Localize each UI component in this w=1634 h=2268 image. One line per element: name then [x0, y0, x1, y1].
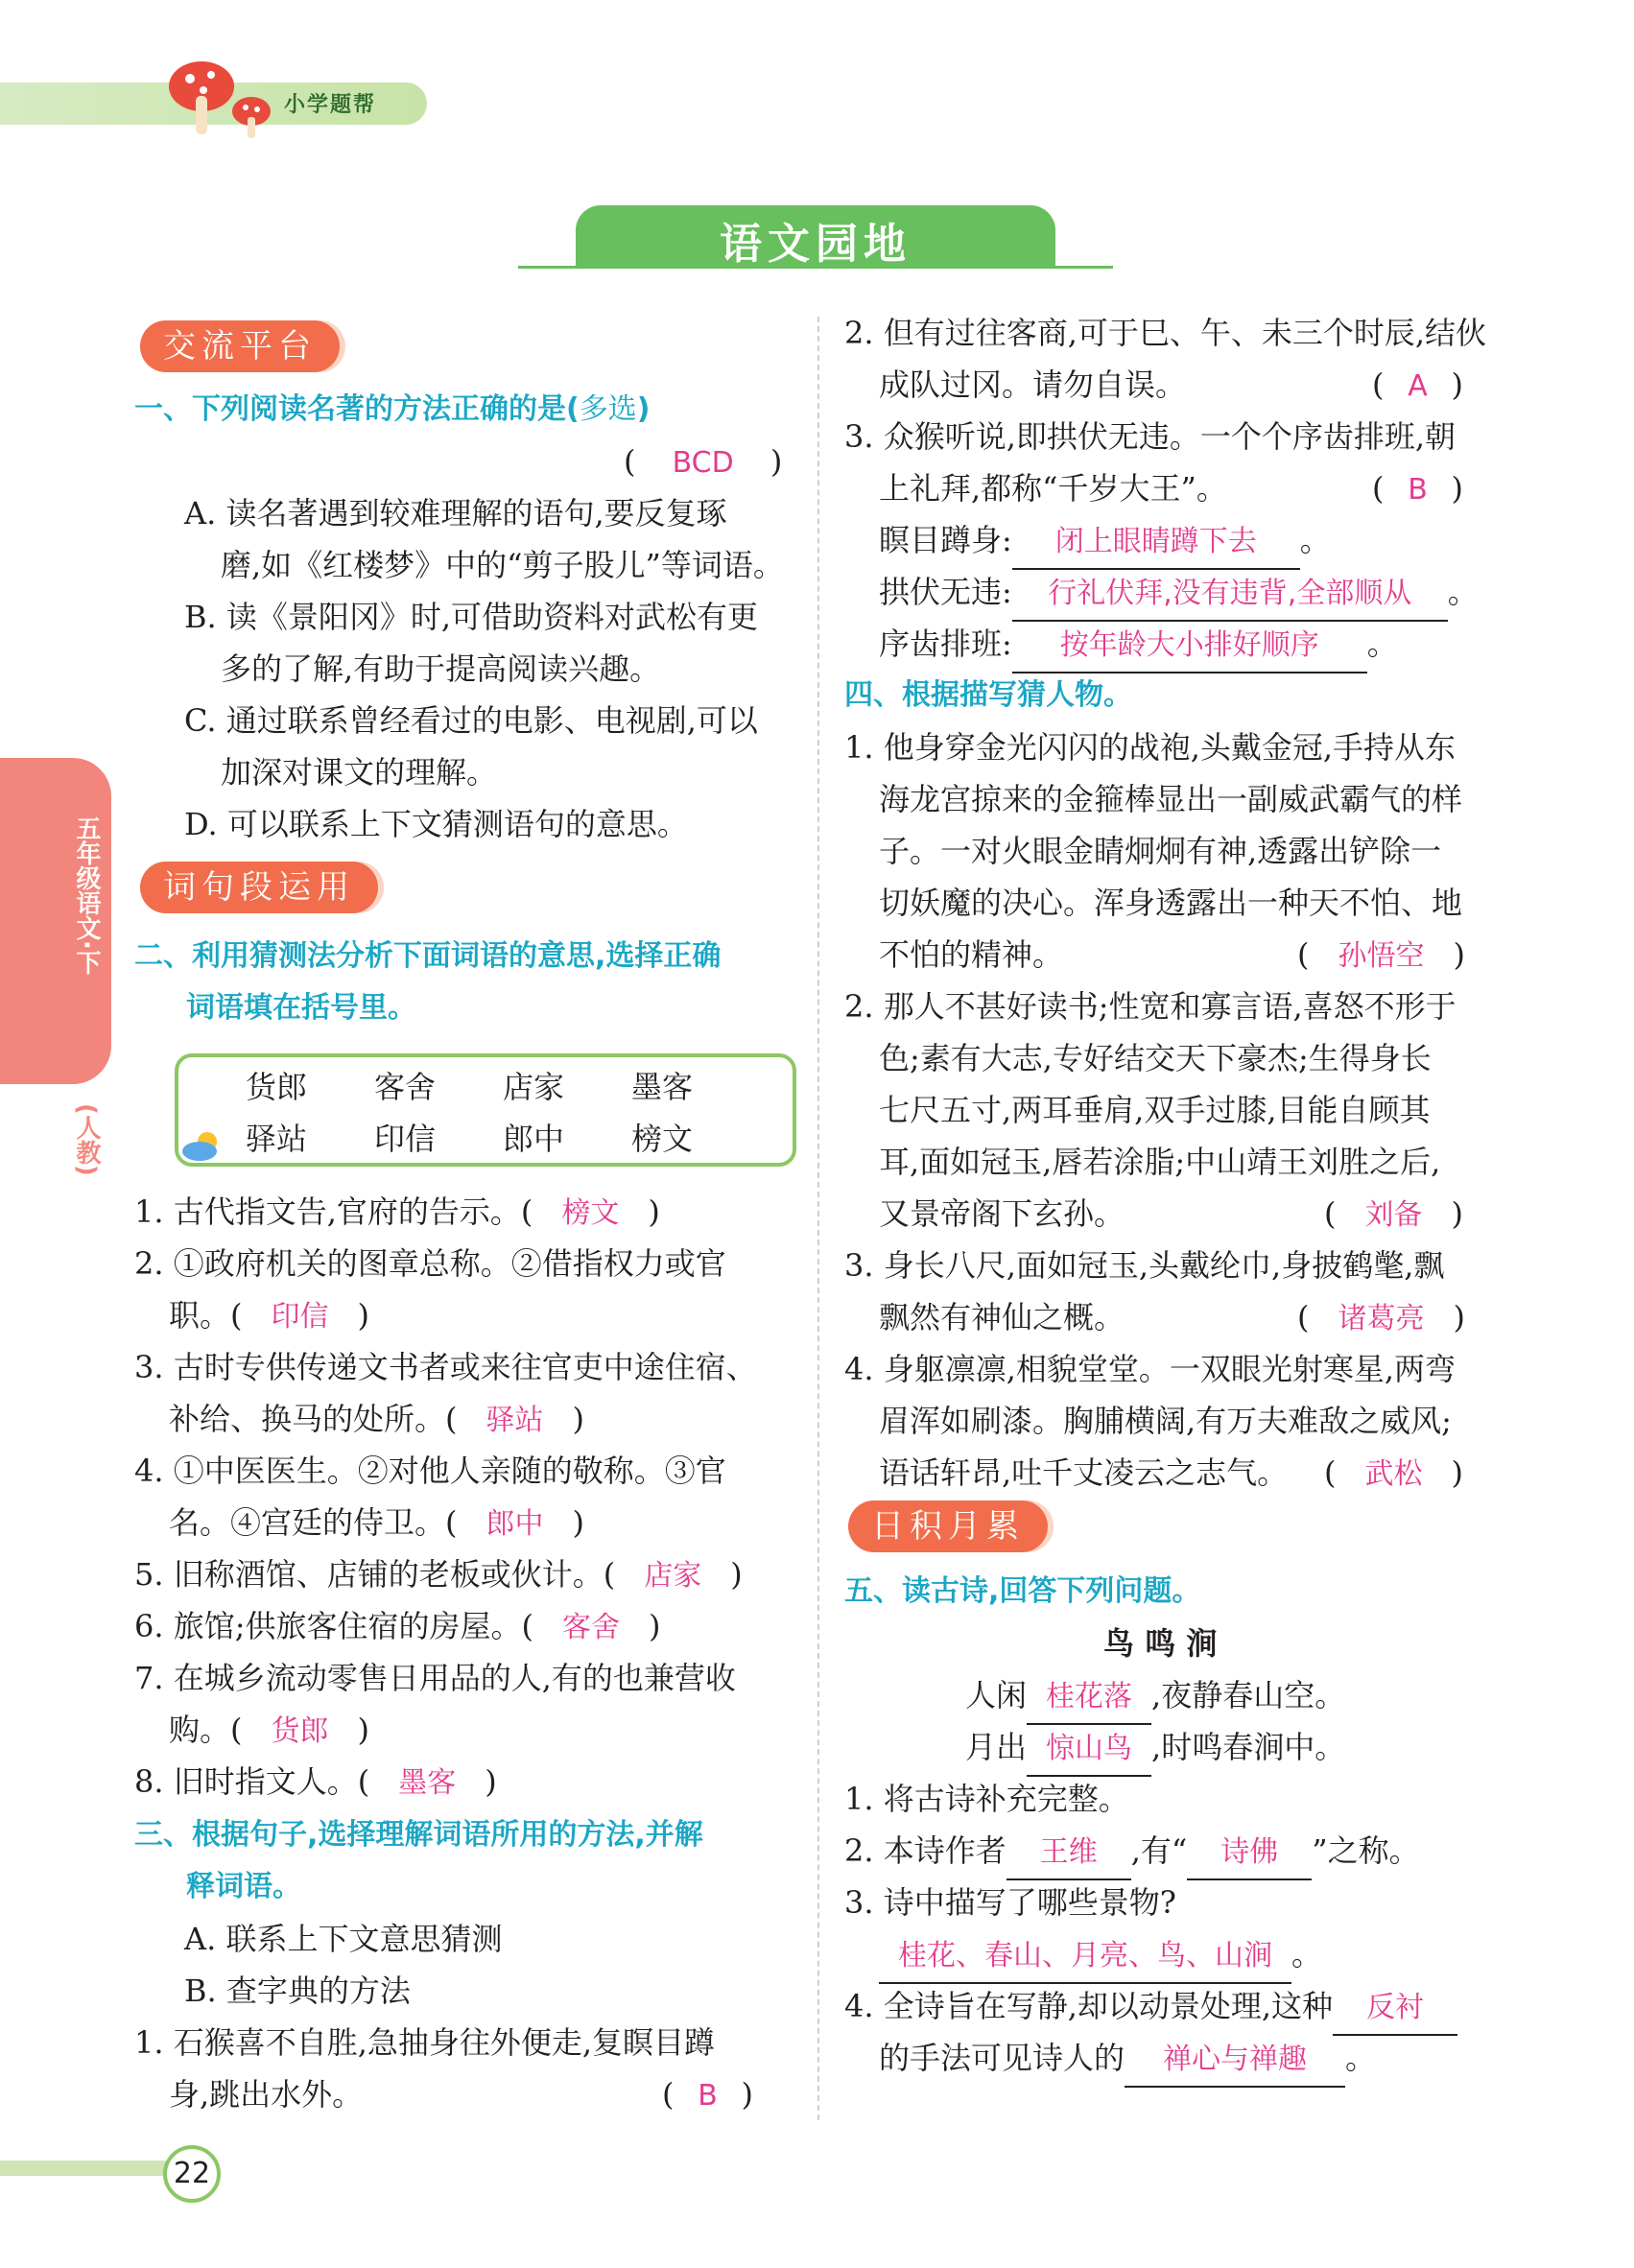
- method-a: A. 联系上下文意思猜测: [184, 1921, 503, 1957]
- q3-item-1-answer-box: [662, 2068, 753, 2122]
- q2-item-5: [134, 1548, 743, 1602]
- paren-open: (: [624, 443, 636, 480]
- word-bank-word: 榜文: [631, 1121, 694, 1157]
- poem-answer: 惊山鸟: [1027, 1723, 1151, 1777]
- q3-item-3-answer-box: [1372, 462, 1463, 516]
- definition-end: 。: [1366, 626, 1398, 662]
- q3-item-2-line2: 成队过冈。请勿自误。: [879, 366, 1187, 403]
- option-a-line2: 磨,如《红楼梦》中的“剪子股儿”等词语。: [221, 547, 784, 583]
- definition-answer: 按年龄大小排好顺序: [1012, 620, 1367, 673]
- q2-item-text: 5. 旧称酒馆、店铺的老板或伙计。(: [134, 1556, 616, 1593]
- paren-open: (: [1324, 1195, 1337, 1232]
- paren-close: ): [648, 1608, 661, 1644]
- q5-text: ,有“: [1130, 1832, 1188, 1869]
- section-label-words: 词句段运用: [140, 862, 378, 913]
- word-bank-word: 客舍: [374, 1069, 437, 1105]
- q3-item-3-line1: 3. 众猴听说,即拱伏无违。一个个序齿排班,朝: [844, 418, 1456, 455]
- poem-title: 鸟 鸣 涧: [1103, 1625, 1218, 1662]
- question-2-title-line2: 词语填在括号里。: [186, 991, 416, 1025]
- q3-item-1-answer: B: [698, 2079, 718, 2113]
- q4-item-1-line2: 海龙宫掠来的金箍棒显出一副威武霸气的样: [879, 781, 1463, 817]
- q4-item-4-line3: 语话轩昂,吐千丈凌云之志气。: [879, 1454, 1289, 1491]
- word-bank-row-2: [246, 1113, 760, 1165]
- q4-item-1-line1: 1. 他身穿金光闪闪的战袍,头戴金冠,手持从东: [844, 729, 1456, 766]
- q3-item-2-answer: A: [1408, 369, 1428, 403]
- q2-item-answer: 店家: [644, 1559, 702, 1593]
- paren-open: (: [1372, 366, 1385, 403]
- q4-item-4-line1: 4. 身躯凛凛,相貌堂堂。一双眼光射寒星,两弯: [844, 1351, 1456, 1387]
- q3-item-2-line1: 2. 但有过往客商,可于巳、午、未三个时辰,结伙: [844, 315, 1487, 351]
- definition-1: [879, 514, 1331, 570]
- word-bank-word: 郎中: [503, 1121, 565, 1157]
- poem-line-2: [965, 1721, 1345, 1777]
- q5-text: 的手法可见诗人的: [879, 2040, 1125, 2076]
- q2-item-text: 补给、换马的处所。(: [169, 1401, 458, 1437]
- paren-close: ): [1451, 470, 1463, 507]
- q2-item-1: [134, 1186, 660, 1240]
- method-b: B. 查字典的方法: [184, 1973, 411, 2009]
- definition-answer: 行礼伏拜,没有违背,全部顺从: [1012, 568, 1448, 622]
- q5-sub-3-answer-line: [879, 1928, 1322, 1984]
- q3-item-2-answer-box: [1372, 359, 1463, 413]
- q2-item-answer: 墨客: [398, 1766, 457, 1800]
- definition-3: [879, 618, 1398, 673]
- poem-text: 月出: [965, 1729, 1028, 1765]
- definition-end: 。: [1447, 574, 1479, 610]
- option-b-line1: B. 读《景阳冈》时,可借助资料对武松有更: [184, 599, 759, 635]
- q2-item-7-line2: [169, 1704, 369, 1758]
- paren-close: ): [1451, 366, 1463, 403]
- option-b-line2: 多的了解,有助于提高阅读兴趣。: [221, 650, 661, 687]
- definition-answer: 闭上眼睛蹲下去: [1012, 516, 1300, 570]
- q4-item-2-line4: 耳,面如冠玉,唇若涂脂;中山靖王刘胜之后,: [879, 1144, 1441, 1180]
- paren-close: ): [770, 443, 783, 480]
- brand-name: 小学题帮: [284, 93, 377, 117]
- paren-close: ): [1451, 1195, 1463, 1232]
- question-3-title-line1: 三、根据句子,选择理解词语所用的方法,并解: [134, 1818, 703, 1852]
- word-bank-row-1: [246, 1061, 760, 1113]
- option-c-line1: C. 通过联系曾经看过的电影、电视剧,可以: [184, 702, 758, 739]
- question-5-title: 五、读古诗,回答下列问题。: [844, 1574, 1201, 1608]
- paren-open: (: [1324, 1454, 1337, 1491]
- q5-sub-1: 1. 将古诗补充完整。: [844, 1781, 1129, 1817]
- q5-sub-3: 3. 诗中描写了哪些景物?: [844, 1884, 1176, 1921]
- paren-close: ): [1453, 1299, 1465, 1335]
- q5-answer-title: 诗佛: [1187, 1827, 1312, 1880]
- word-bank-word: 驿站: [246, 1121, 308, 1157]
- q2-item-7-line1: 7. 在城乡流动零售日用品的人,有的也兼营收: [134, 1660, 736, 1696]
- paren-close: ): [1451, 1454, 1463, 1491]
- q4-item-2-line5: 又景帝阁下玄孙。: [879, 1195, 1125, 1232]
- q5-text: 4. 全诗旨在写静,却以动景处理,这种: [844, 1988, 1334, 2024]
- word-bank-word: 店家: [503, 1069, 565, 1105]
- q4-item-3-answer-box: [1297, 1291, 1465, 1345]
- question-2-title-line1: 二、利用猜测法分析下面词语的意思,选择正确: [134, 939, 722, 973]
- q3-item-3-answer: B: [1408, 473, 1428, 507]
- paren-close: ): [572, 1401, 584, 1437]
- definition-word: 序齿排班:: [879, 626, 1012, 662]
- q4-item-1-line4: 切妖魔的决心。浑身透露出一种天不怕、地: [879, 885, 1463, 921]
- footer-bar: [0, 2161, 182, 2176]
- q3-item-1-line1: 1. 石猴喜不自胜,急抽身往外便走,复瞑目蹲: [134, 2024, 716, 2061]
- word-bank-word: 印信: [374, 1121, 437, 1157]
- q2-item-text: 购。(: [169, 1712, 243, 1748]
- poem-line-1: [965, 1669, 1345, 1725]
- column-divider: [817, 317, 819, 2120]
- q5-sub-2: [844, 1825, 1420, 1880]
- paren-open: (: [1372, 470, 1385, 507]
- q4-item-2-line1: 2. 那人不甚好读书;性宽和寡言语,喜怒不形于: [844, 988, 1456, 1025]
- q2-item-text: 1. 古代指文告,官府的告示。(: [134, 1193, 533, 1230]
- q4-item-1-answer-box: [1297, 929, 1465, 982]
- q4-item-4-answer-box: [1324, 1447, 1463, 1500]
- poem-text: ,夜静春山空。: [1151, 1677, 1346, 1713]
- q2-item-answer: 郎中: [485, 1507, 544, 1541]
- q5-sub-4-line1: [844, 1980, 1457, 2036]
- paren-close: ): [730, 1556, 743, 1593]
- q2-item-answer: 印信: [271, 1300, 329, 1334]
- cloud-sun-icon: [178, 1128, 226, 1163]
- q5-text: 2. 本诗作者: [844, 1832, 1006, 1869]
- q2-item-8: [134, 1756, 497, 1809]
- q4-item-4-answer: 武松: [1364, 1457, 1423, 1491]
- question-1-title: [134, 384, 650, 436]
- paren-close: ): [357, 1712, 369, 1748]
- q5-answer-author: 王维: [1006, 1827, 1131, 1880]
- paren-close: ): [741, 2076, 753, 2113]
- q5-answer-technique: 反衬: [1333, 1982, 1457, 2036]
- q4-item-2-answer-box: [1324, 1188, 1463, 1241]
- question-3-title-line2: 释词语。: [186, 1870, 301, 1903]
- mushroom-icon: [163, 58, 278, 144]
- q4-item-3-answer: 诸葛亮: [1338, 1302, 1425, 1335]
- paren-open: (: [662, 2076, 675, 2113]
- q5-answer-scenery: 桂花、春山、月亮、鸟、山涧: [879, 1930, 1291, 1984]
- q2-item-answer: 客舍: [561, 1611, 620, 1644]
- option-c-line2: 加深对课文的理解。: [221, 754, 498, 791]
- poem-text: ,时鸣春涧中。: [1151, 1729, 1346, 1765]
- q3-item-3-line2: 上礼拜,都称“千岁大王”。: [879, 470, 1227, 507]
- definition-word: 瞑目蹲身:: [879, 522, 1012, 558]
- q2-item-6: [134, 1600, 660, 1654]
- question-1-answer: BCD: [672, 446, 734, 480]
- grade-label: 五年级语文·下: [72, 815, 101, 975]
- q2-item-answer: 榜文: [561, 1196, 620, 1230]
- q5-text: 。: [1291, 1936, 1323, 1973]
- q2-item-text: 职。(: [169, 1297, 243, 1334]
- q5-sub-4-line2: [879, 2032, 1376, 2088]
- q4-item-2-line3: 七尺五寸,两耳垂肩,双手过膝,目能自顾其: [879, 1092, 1431, 1128]
- q2-item-4-line2: [169, 1497, 584, 1550]
- q2-item-4-line1: 4. ①中医医生。②对他人亲随的敬称。③官: [134, 1453, 726, 1489]
- question-1-title-end: ): [636, 392, 651, 426]
- section-label-accumulate: 日积月累: [848, 1500, 1048, 1552]
- q5-text: ”之称。: [1312, 1832, 1420, 1869]
- question-1-note: 多选: [579, 392, 637, 426]
- q2-item-2-line1: 2. ①政府机关的图章总称。②借指权力或官: [134, 1245, 726, 1282]
- paren-close: ): [1453, 936, 1465, 973]
- q4-item-1-line5: 不怕的精神。: [879, 936, 1064, 973]
- option-d-line1: D. 可以联系上下文猜测语句的意思。: [184, 806, 688, 842]
- paren-open: (: [1297, 1299, 1310, 1335]
- q2-item-answer: 货郎: [271, 1714, 329, 1748]
- q2-item-2-line2: [169, 1289, 369, 1343]
- edition-label: (人教): [72, 1103, 101, 1176]
- page-number: 22: [163, 2145, 221, 2203]
- definition-2: [879, 566, 1479, 622]
- q4-item-1-line3: 子。一对火眼金睛炯炯有神,透露出铲除一: [879, 833, 1442, 869]
- paren-close: ): [357, 1297, 369, 1334]
- q5-text: 。: [1345, 2040, 1377, 2076]
- section-label-exchange: 交流平台: [140, 320, 340, 372]
- q4-item-1-answer: 孙悟空: [1338, 939, 1425, 973]
- q2-item-text: 8. 旧时指文人。(: [134, 1763, 370, 1800]
- page-title: 语文园地: [720, 220, 912, 269]
- q2-item-answer: 驿站: [485, 1404, 544, 1437]
- q4-item-2-line2: 色;素有大志,专好结交天下豪杰;生得身长: [879, 1040, 1432, 1076]
- question-4-title: 四、根据描写猜人物。: [844, 678, 1132, 712]
- q2-item-text: 6. 旅馆;供旅客住宿的房屋。(: [134, 1608, 533, 1644]
- paren-open: (: [1297, 936, 1310, 973]
- q3-item-1-line2: 身,跳出水外。: [169, 2076, 364, 2113]
- q2-item-3-line1: 3. 古时专供传递文书者或来往官吏中途住宿、: [134, 1349, 757, 1385]
- word-bank-word: 货郎: [246, 1069, 308, 1105]
- q4-item-2-answer: 刘备: [1364, 1198, 1423, 1232]
- poem-text: 人闲: [965, 1677, 1028, 1713]
- poem-answer: 桂花落: [1027, 1671, 1151, 1725]
- question-1-answer-box: [624, 436, 782, 489]
- paren-close: ): [485, 1763, 497, 1800]
- paren-close: ): [572, 1504, 584, 1541]
- q2-item-text: 名。④宫廷的侍卫。(: [169, 1504, 458, 1541]
- question-1-title-text: 一、下列阅读名著的方法正确的是(: [134, 392, 580, 426]
- definition-end: 。: [1299, 522, 1331, 558]
- q2-item-3-line2: [169, 1393, 584, 1447]
- q4-item-4-line2: 眉浑如刷漆。胸脯横阔,有万夫难敌之威风;: [879, 1403, 1452, 1439]
- definition-word: 拱伏无违:: [879, 574, 1012, 610]
- paren-close: ): [648, 1193, 660, 1230]
- q4-item-3-line1: 3. 身长八尺,面如冠玉,头戴纶巾,身披鹤氅,飘: [844, 1247, 1445, 1284]
- q4-item-3-line2: 飘然有神仙之概。: [879, 1299, 1125, 1335]
- word-bank-word: 墨客: [631, 1069, 694, 1105]
- q5-answer-meaning: 禅心与禅趣: [1125, 2034, 1345, 2088]
- option-a-line1: A. 读名著遇到较难理解的语句,要反复琢: [184, 495, 727, 532]
